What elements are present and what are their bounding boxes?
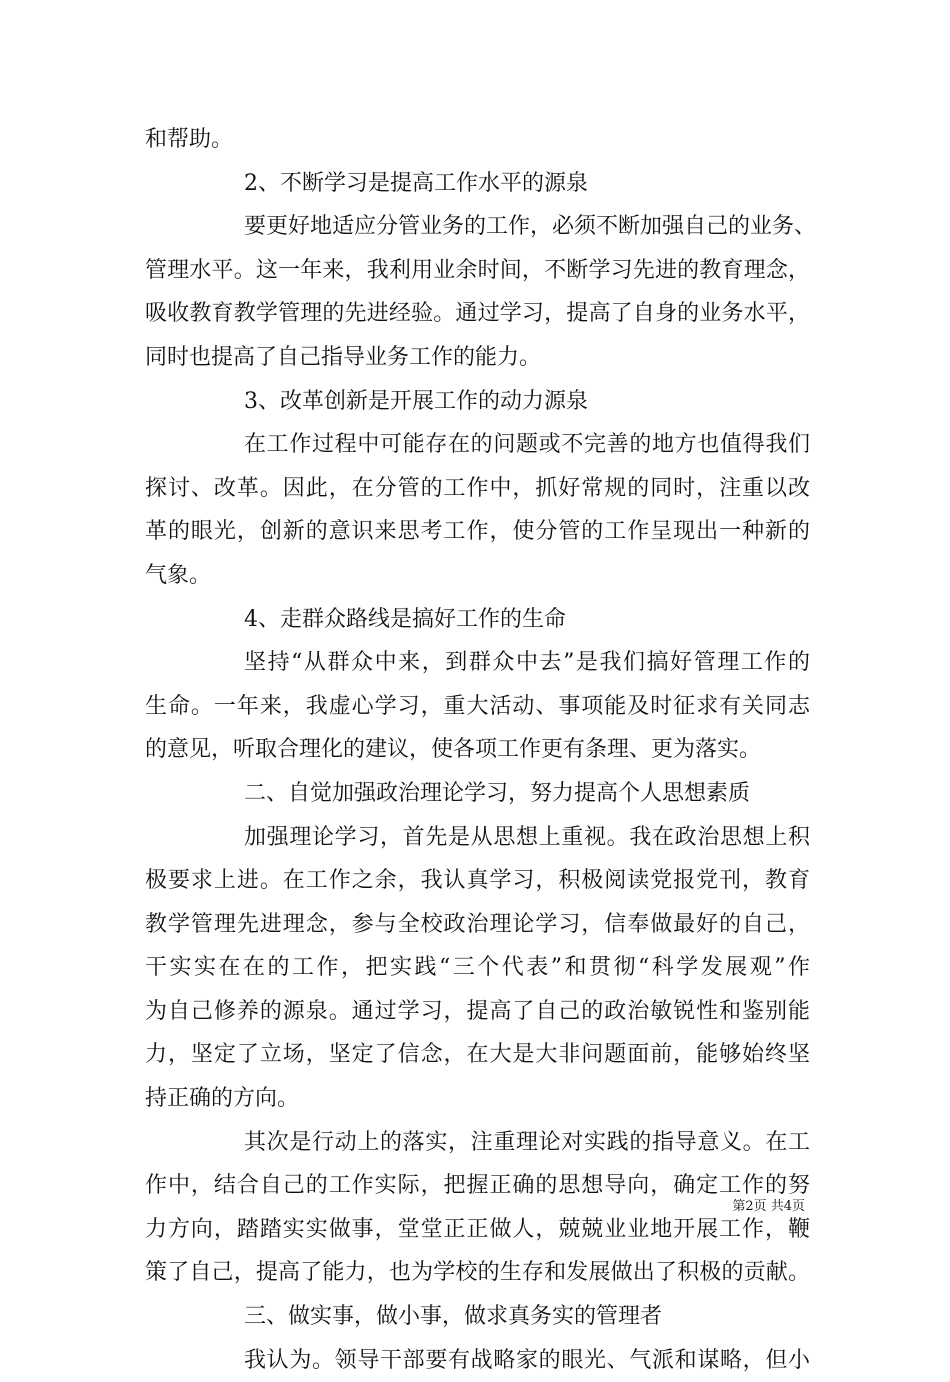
text-line: 力方向，踏踏实实做事，堂堂正正做人，兢兢业业地开展工作，鞭 xyxy=(145,1216,810,1242)
text-line: 持正确的方向。 xyxy=(145,1086,300,1112)
text-line: 加强理论学习，首先是从思想上重视。我在政治思想上积 xyxy=(244,824,810,850)
text-line: 和帮助。 xyxy=(145,127,234,152)
document-body xyxy=(145,118,817,1382)
text-line: 二、自觉加强政治理论学习，努力提高个人思想素质 xyxy=(244,780,751,806)
text-line: 3、改革创新是开展工作的动力源泉 xyxy=(244,388,588,414)
text-line: 在工作过程中可能存在的问题或不完善的地方也值得我们 xyxy=(244,432,810,458)
text-line: 革的眼光，创新的意识来思考工作，使分管的工作呈现出一种新的 xyxy=(145,519,810,545)
text-line: 力，坚定了立场，坚定了信念，在大是大非问题面前，能够始终坚 xyxy=(145,1042,810,1068)
text-line: 同时也提高了自己指导业务工作的能力。 xyxy=(145,344,542,370)
text-line: 探讨、改革。因此，在分管的工作中，抓好常规的同时，注重以改 xyxy=(145,475,810,501)
page-footer: 第2页 共4页 xyxy=(732,1199,805,1214)
text-line: 要更好地适应分管业务的工作，必须不断加强自己的业务、 xyxy=(244,214,817,240)
text-line: 4、走群众路线是搞好工作的生命 xyxy=(244,606,566,632)
text-line: 三、做实事，做小事，做求真务实的管理者 xyxy=(244,1304,663,1330)
text-line: 教学管理先进理念，参与全校政治理论学习，信奉做最好的自己， xyxy=(145,911,810,937)
text-line: 极要求上进。在工作之余，我认真学习，积极阅读党报党刊，教育 xyxy=(145,868,810,894)
text-line: 的意见，听取合理化的建议，使各项工作更有条理、更为落实。 xyxy=(145,737,762,763)
text-line: 为自己修养的源泉。通过学习，提高了自己的政治敏锐性和鉴别能 xyxy=(145,998,810,1024)
text-line: 坚持“从群众中来，到群众中去”是我们搞好管理工作的 xyxy=(244,650,810,676)
text-line: 干实实在在的工作，把实践“三个代表”和贯彻“科学发展观”作 xyxy=(145,955,810,981)
text-line: 策了自己，提高了能力，也为学校的生存和发展做出了积极的贡献。 xyxy=(145,1260,810,1286)
text-line: 我认为。领导干部要有战略家的眼光、气派和谋略，但小 xyxy=(244,1347,810,1373)
text-line: 生命。一年来，我虚心学习，重大活动、事项能及时征求有关同志 xyxy=(145,693,810,719)
text-line: 作中，结合自己的工作实际，把握正确的思想导向，确定工作的努 xyxy=(145,1173,810,1199)
text-line: 吸收教育教学管理的先进经验。通过学习，提高了自身的业务水平， xyxy=(145,301,810,327)
text-line: 其次是行动上的落实，注重理论对实践的指导意义。在工 xyxy=(244,1129,810,1155)
text-line: 管理水平。这一年来，我利用业余时间，不断学习先进的教育理念， xyxy=(145,257,810,283)
text-line: 2、不断学习是提高工作水平的源泉 xyxy=(244,170,588,196)
text-line: 气象。 xyxy=(145,562,212,588)
